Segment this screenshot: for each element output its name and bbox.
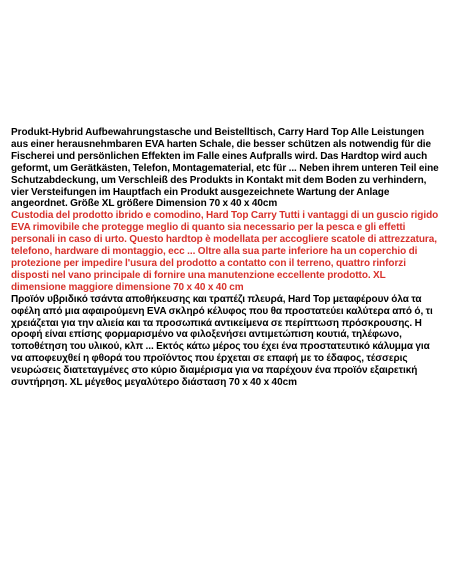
product-description — [11, 127, 441, 389]
paragraph-german: Produkt-Hybrid Aufbewahrungstasche und Beistelltisch, Carry Hard Top Alle Leistungen aus einer herausnehmbaren EVA harten Schale, die besser schützen als notwendig für die Fischerei und persönlichen Effekten im Falle eines Aufpralls wird. Das Hardtop wird auch geformt, um Gerätkästen, Telefon, Montagematerial, etc für ... Neben ihrem unteren Teil eine Schutzabdeckung, um Verschleiß des Produkts in Kontakt mit dem Boden zu verhindern, vier Versteifungen im Hauptfach ein Produkt ausgezeichnete Wartung der Anlage angeordnet. Größe XL größere Dimension 70 x 40 x 40cm — [11, 127, 439, 210]
paragraph-italian: Custodia del prodotto ibrido e comodino, Hard Top Carry Tutti i vantaggi di un guscio rigido EVA rimovibile che protegge meglio di quanto sia necessario per la pesca e gli effetti personali in caso di urto. Questo hardtop è modellata per accogliere scatole di attrezzatura, telefono, hardware di montaggio, ecc ... Oltre alla sua parte inferiore ha un coperchio di protezione per impedire l'usura del prodotto a contatto con il terreno, quattro rinforzi disposti nel vano principale di fornire una manutenzione eccellente prodotto. XL dimensione maggiore dimensione 70 x 40 x 40 cm — [11, 210, 439, 293]
paragraph-greek: Προϊόν υβριδικό τσάντα αποθήκευσης και τραπέζι πλευρά, Hard Top μεταφέρουν όλα τα οφέλη από μια αφαιρούμενη EVA σκληρό κέλυφος που θα προστατεύει καλύτερα από ό, τι χρειάζεται για την αλιεία και τα προσωπικά αντικείμενα σε περίπτωση πρόσκρουσης. Η οροφή είναι επίσης φορμαρισμένο να φιλοξενήσει αντιμετώπιση κουτιά, τηλέφωνο, τοποθέτηση του υλικού, κλπ ... Εκτός κάτω μέρος του έχει ένα προστατευτικό κάλυμμα για να αποφευχθεί η φθορά του προϊόντος που έρχεται σε επαφή με το έδαφος, τέσσερις νευρώσεις διατεταγμένες στο κύριο διαμέρισμα για να παρέχουν ένα προϊόν εξαιρετική συντήρηση. XL μέγεθος μεγαλύτερο διάσταση 70 x 40 x 40cm — [11, 293, 433, 389]
